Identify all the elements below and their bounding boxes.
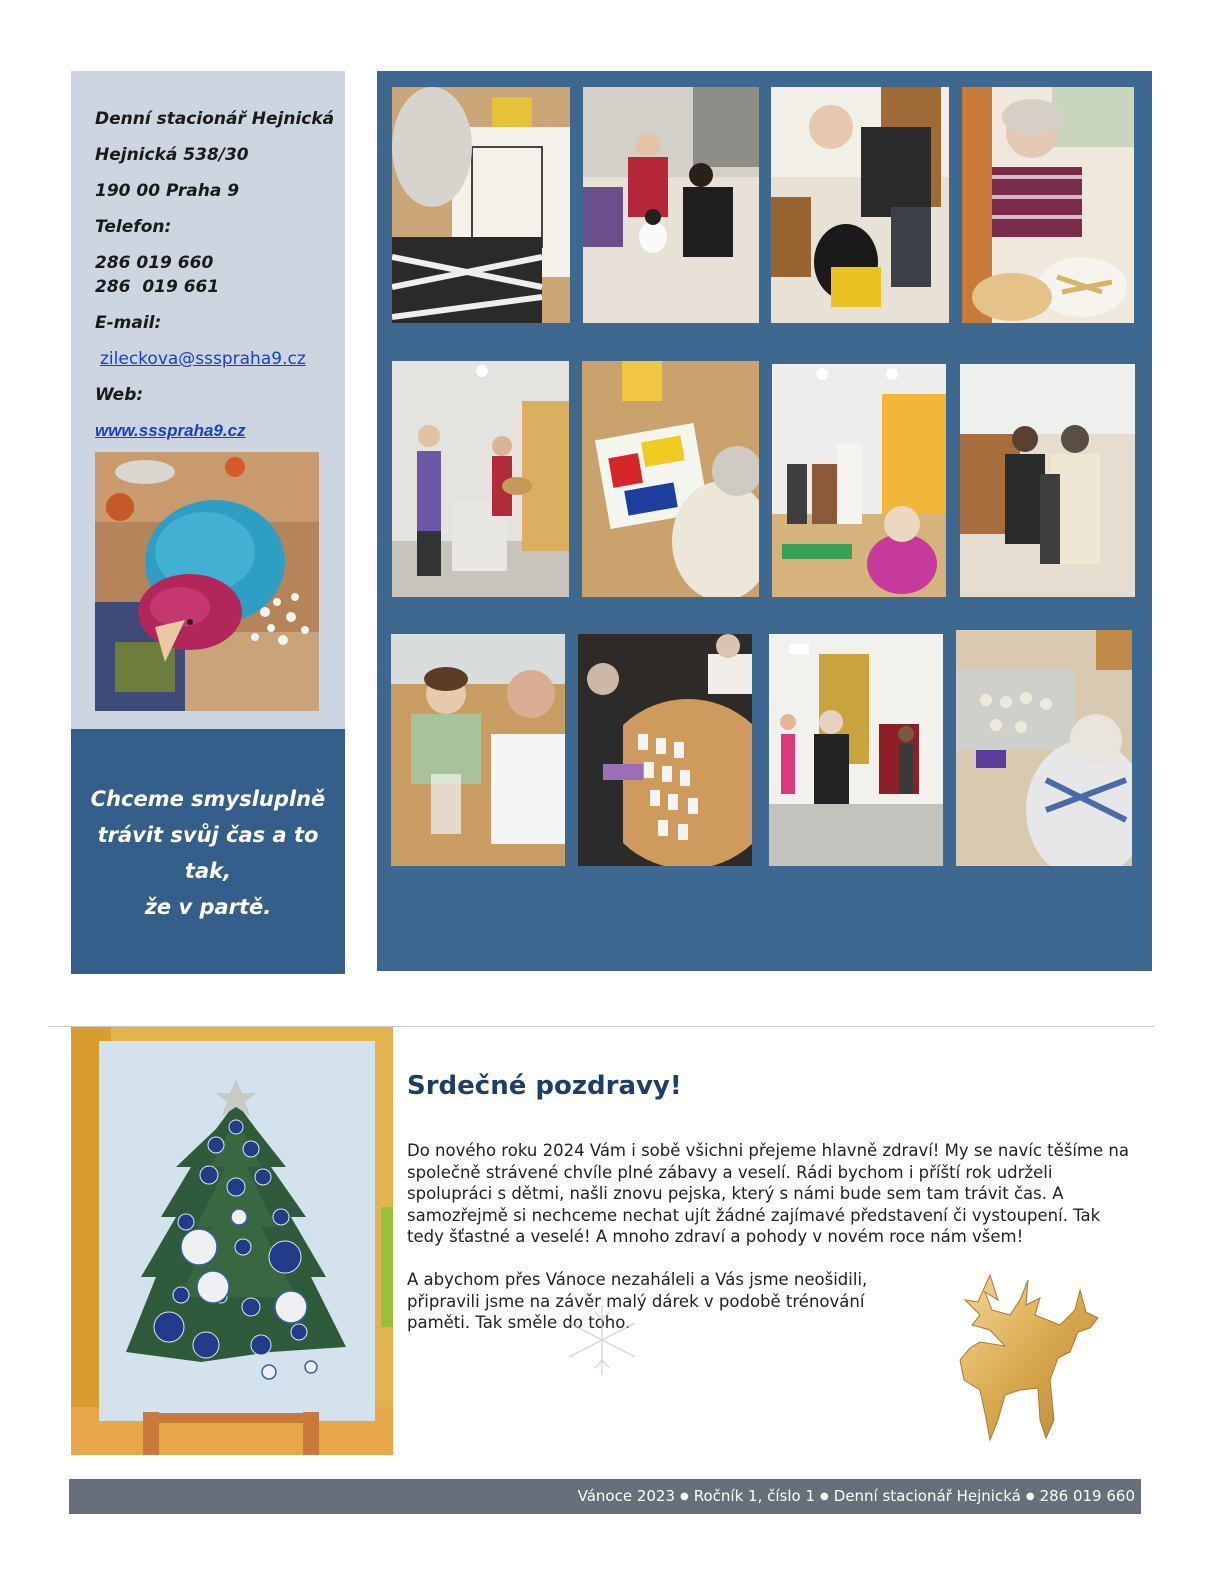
gallery-photo-dog-visit (583, 87, 759, 323)
email-link[interactable]: zileckova@ssspraha9.cz (100, 349, 306, 369)
gallery-photo-coloring (392, 87, 570, 323)
motto-text (79, 781, 337, 925)
contact-panel (71, 71, 345, 729)
gallery-photo-memory-cards (578, 634, 752, 866)
city-address: 190 00 Praha 9 (95, 181, 240, 201)
phone-number-1: 286 019 660 (95, 253, 214, 273)
motto-line-3: že v partě. (144, 895, 272, 919)
gallery-photo-lady-smiling (962, 87, 1134, 323)
org-name: Denní stacionář Hejnická (95, 109, 335, 129)
gallery-photo-baking (956, 630, 1132, 866)
street-address: Hejnická 538/30 (95, 145, 249, 165)
motto-panel (71, 729, 345, 974)
motto-line-2: trávit svůj čas a to tak, (97, 823, 319, 883)
gallery-photo-kids-dance (769, 634, 943, 866)
web-link[interactable]: www.ssspraha9.cz (95, 421, 246, 440)
footer-separator-1: ● (680, 1491, 689, 1502)
phone-label: Telefon: (95, 217, 172, 237)
footer-volume: Ročník 1, číslo 1 (693, 1487, 816, 1505)
christmas-tree-painting-photo (71, 1027, 393, 1455)
gallery-photo-painting (582, 361, 759, 597)
footer-text (578, 1479, 1135, 1514)
greeting-paragraph-1: Do nového roku 2024 Vám i sobě všichni přejeme hlavně zdraví! My se navíc těšíme na společně strávené chvíle plné zábavy a veselí. Rádi bychom i příští rok udrželi spolupráci s dětmi, našli znovu pejska, který s námi bude sem tam trávit čas. A samozřejmě si nechceme nechat ujít žádné zajímavé představení či vystoupení. Tak tedy šťastné a veselé! A mnoho zdraví a pohody v novém roce nám všem! (407, 1141, 1129, 1247)
gallery-photo-conversation (960, 364, 1135, 597)
gallery-photo-toast (391, 634, 565, 866)
gallery-photo-st-nicholas (772, 364, 946, 597)
footer-phone: 286 019 660 (1039, 1487, 1135, 1505)
hedgehog-craft-photo (95, 452, 319, 711)
footer-issue: Vánoce 2023 (577, 1487, 676, 1505)
footer-bar (69, 1479, 1141, 1514)
footer-separator-3: ● (1025, 1491, 1035, 1502)
gallery-photo-concert (392, 361, 569, 597)
email-label: E-mail: (95, 313, 162, 333)
footer-org: Denní stacionář Hejnická (833, 1487, 1021, 1505)
photo-gallery (377, 71, 1152, 971)
motto-line-1: Chceme smysluplně (90, 787, 326, 811)
gallery-photo-man-with-dog (771, 87, 949, 323)
phone-number-2: 286 019 661 (95, 277, 220, 297)
footer-separator-2: ● (820, 1491, 829, 1502)
contact-info (95, 107, 335, 455)
greeting-paragraph-2: A abychom přes Vánoce nezaháleli a Vás jsme neošidili, připravili jsme na závěr malý dárek v podobě trénování paměti. Tak směle do toho. (407, 1269, 868, 1333)
greeting-title: Srdečné pozdravy! (407, 1071, 682, 1101)
web-label: Web: (95, 385, 144, 405)
reindeer-ornament-icon (950, 1270, 1105, 1445)
